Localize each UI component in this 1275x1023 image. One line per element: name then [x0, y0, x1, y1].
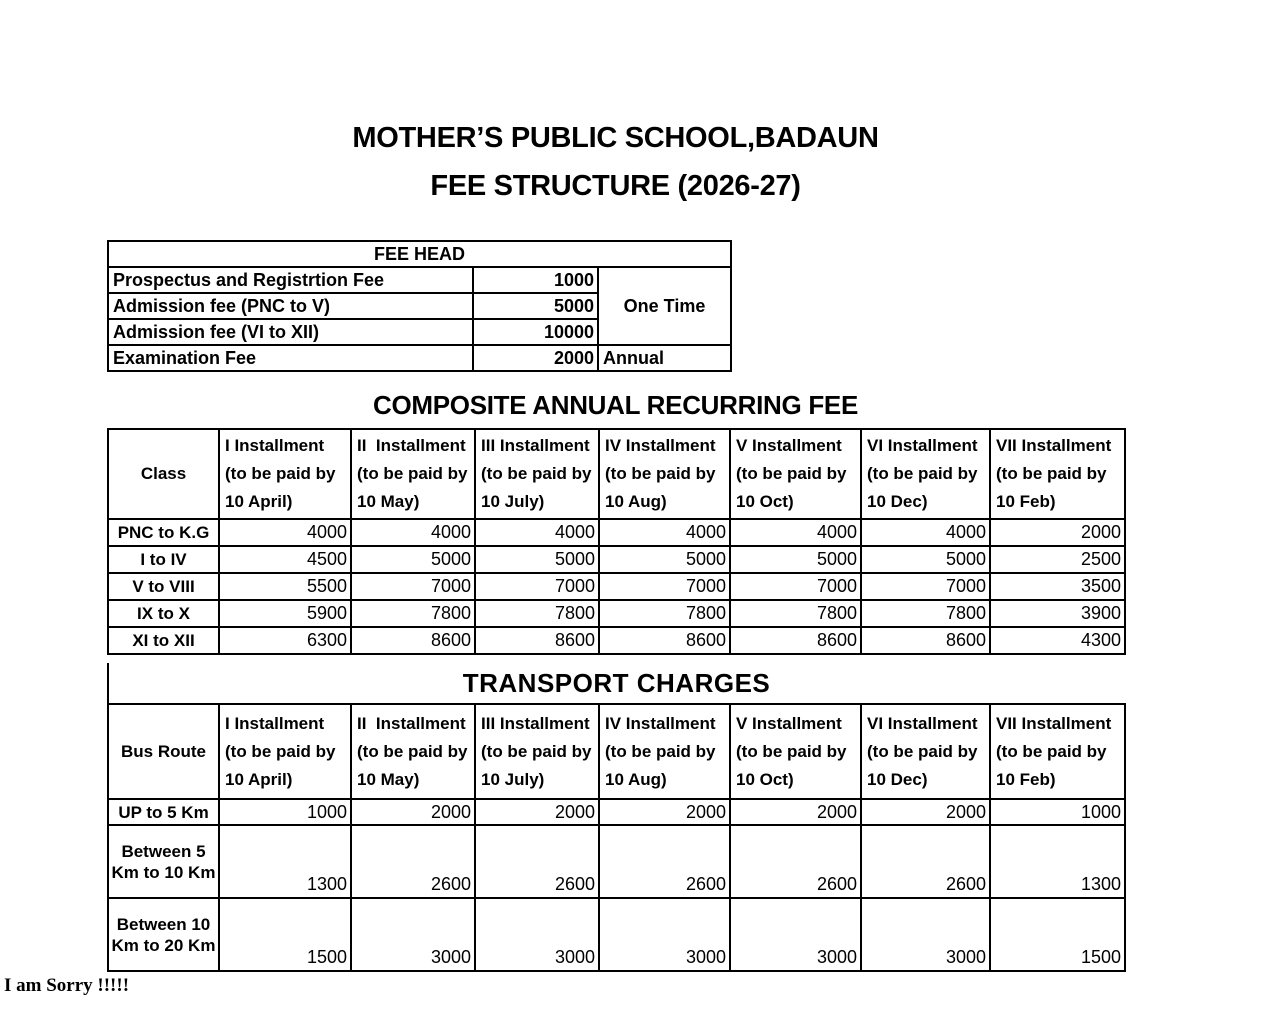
composite-fee-table: [107, 428, 1126, 655]
installment-label: VII Installment: [996, 713, 1112, 733]
header-row: [108, 429, 1125, 519]
fee-value: 2000: [990, 519, 1125, 546]
fee-name: Admission fee (VI to XII): [108, 319, 473, 345]
fee-value: 5000: [861, 546, 990, 573]
installment-label: IV Installment: [605, 713, 716, 733]
installment-header-5: [730, 429, 861, 519]
fee-value: 4000: [599, 519, 730, 546]
installment-due-date: (to be paid by 10 Oct): [736, 741, 852, 789]
fee-value: 5000: [599, 546, 730, 573]
fee-head-title: FEE HEAD: [108, 241, 731, 267]
fee-value: 7800: [730, 600, 861, 627]
fee-name: Examination Fee: [108, 345, 473, 371]
fee-value: 5000: [475, 546, 599, 573]
charge-value: 2000: [599, 799, 730, 825]
header-row: [108, 704, 1125, 799]
fee-value: 7000: [861, 573, 990, 600]
fee-value: 8600: [351, 627, 475, 654]
table-row: [108, 799, 1125, 825]
table-row: [108, 519, 1125, 546]
installment-due-date: (to be paid by 10 April): [225, 464, 341, 511]
fee-value: 5500: [219, 573, 351, 600]
installment-label: III Installment: [481, 713, 590, 733]
installment-header-3: [475, 704, 599, 799]
charge-value: 3000: [599, 898, 730, 971]
fee-value: 4000: [219, 519, 351, 546]
installment-label: II Installment: [357, 713, 466, 733]
table-row: [108, 600, 1125, 627]
document-title: FEE STRUCTURE (2026-27): [430, 170, 801, 202]
installment-due-date: (to be paid by 10 July): [481, 464, 597, 511]
fee-value: 4000: [730, 519, 861, 546]
table-row: [108, 546, 1125, 573]
charge-value: 2000: [351, 799, 475, 825]
table-row: [108, 267, 731, 293]
charge-value: 1000: [219, 799, 351, 825]
table-row: [108, 573, 1125, 600]
class-label: V to VIII: [108, 573, 219, 600]
fee-value: 4000: [861, 519, 990, 546]
installment-header-6: [861, 429, 990, 519]
fee-value: 7000: [475, 573, 599, 600]
installment-label: VI Installment: [867, 713, 978, 733]
table-row: [108, 825, 1125, 898]
fee-head-table: [107, 240, 732, 372]
charge-value: 2000: [861, 799, 990, 825]
installment-header-4: [599, 429, 730, 519]
fee-name: Prospectus and Registrtion Fee: [108, 267, 473, 293]
class-label: I to IV: [108, 546, 219, 573]
route-label: Between 5 Km to 10 Km: [108, 825, 219, 898]
installment-due-date: (to be paid by 10 Dec): [867, 741, 983, 789]
charge-value: 3000: [475, 898, 599, 971]
charge-value: 1300: [990, 825, 1125, 898]
charge-value: 2600: [475, 825, 599, 898]
class-label: IX to X: [108, 600, 219, 627]
installment-header-2: [351, 704, 475, 799]
fee-value: 4500: [219, 546, 351, 573]
fee-value: 5000: [730, 546, 861, 573]
charge-value: 1000: [990, 799, 1125, 825]
fee-value: 3900: [990, 600, 1125, 627]
composite-fee-title: COMPOSITE ANNUAL RECURRING FEE: [372, 390, 859, 420]
fee-value: 8600: [730, 627, 861, 654]
installment-header-7: [990, 704, 1125, 799]
installment-header-1: [219, 429, 351, 519]
charge-value: 3000: [861, 898, 990, 971]
installment-label: II Installment: [357, 436, 466, 455]
table-row: [108, 627, 1125, 654]
installment-label: V Installment: [736, 436, 842, 455]
charge-value: 1500: [219, 898, 351, 971]
charge-value: 3000: [351, 898, 475, 971]
fee-value: 4300: [990, 627, 1125, 654]
fee-period-one-time: One Time: [598, 267, 731, 345]
installment-header-2: [351, 429, 475, 519]
fee-value: 8600: [861, 627, 990, 654]
installment-label: V Installment: [736, 713, 842, 733]
table-row: [108, 898, 1125, 971]
class-label: XI to XII: [108, 627, 219, 654]
installment-header-4: [599, 704, 730, 799]
installment-label: IV Installment: [605, 436, 716, 455]
fee-value: 7800: [351, 600, 475, 627]
charge-value: 2000: [475, 799, 599, 825]
transport-charges-title: TRANSPORT CHARGES: [107, 663, 1124, 703]
charge-value: 2600: [730, 825, 861, 898]
fee-value: 8600: [599, 627, 730, 654]
charge-value: 1500: [990, 898, 1125, 971]
installment-label: VI Installment: [867, 436, 978, 455]
installment-label: I Installment: [225, 713, 325, 733]
installment-due-date: (to be paid by 10 Aug): [605, 741, 721, 789]
installment-due-date: (to be paid by 10 July): [481, 741, 597, 789]
installment-due-date: (to be paid by 10 Oct): [736, 464, 852, 511]
school-title: MOTHER’S PUBLIC SCHOOL,BADAUN: [352, 122, 879, 154]
fee-head-header-row: [108, 241, 731, 267]
fee-value: 4000: [475, 519, 599, 546]
installment-due-date: (to be paid by 10 April): [225, 741, 341, 789]
installment-label: I Installment: [225, 436, 325, 455]
installment-header-7: [990, 429, 1125, 519]
installment-header-1: [219, 704, 351, 799]
installment-header-3: [475, 429, 599, 519]
fee-value: 8600: [475, 627, 599, 654]
fee-value: 5000: [351, 546, 475, 573]
fee-value: 4000: [351, 519, 475, 546]
installment-label: III Installment: [481, 436, 590, 455]
transport-charges-table: [107, 703, 1126, 972]
fee-amount: 1000: [473, 267, 598, 293]
fee-amount: 2000: [473, 345, 598, 371]
route-label: Between 10 Km to 20 Km: [108, 898, 219, 971]
installment-due-date: (to be paid by 10 May): [357, 464, 473, 511]
fee-value: 3500: [990, 573, 1125, 600]
class-column-header: Class: [108, 429, 219, 519]
fee-value: 7800: [861, 600, 990, 627]
charge-value: 2600: [351, 825, 475, 898]
installment-header-6: [861, 704, 990, 799]
fee-value: 2500: [990, 546, 1125, 573]
charge-value: 3000: [730, 898, 861, 971]
fee-amount: 5000: [473, 293, 598, 319]
apology-note: I am Sorry !!!!!: [4, 975, 130, 996]
installment-label: VII Installment: [996, 436, 1112, 455]
fee-value: 7800: [475, 600, 599, 627]
bus-route-column-header: Bus Route: [108, 704, 219, 799]
charge-value: 2600: [861, 825, 990, 898]
table-row: [108, 345, 731, 371]
fee-value: 5900: [219, 600, 351, 627]
installment-due-date: (to be paid by 10 May): [357, 741, 473, 789]
fee-value: 7000: [351, 573, 475, 600]
fee-value: 7800: [599, 600, 730, 627]
installment-due-date: (to be paid by 10 Feb): [996, 741, 1112, 789]
charge-value: 2000: [730, 799, 861, 825]
fee-value: 7000: [599, 573, 730, 600]
installment-header-5: [730, 704, 861, 799]
installment-due-date: (to be paid by 10 Feb): [996, 464, 1112, 511]
charge-value: 1300: [219, 825, 351, 898]
fee-value: 6300: [219, 627, 351, 654]
charge-value: 2600: [599, 825, 730, 898]
fee-amount: 10000: [473, 319, 598, 345]
installment-due-date: (to be paid by 10 Dec): [867, 464, 983, 511]
installment-due-date: (to be paid by 10 Aug): [605, 464, 721, 511]
fee-period-annual: Annual: [598, 345, 731, 371]
route-label: UP to 5 Km: [108, 799, 219, 825]
fee-name: Admission fee (PNC to V): [108, 293, 473, 319]
class-label: PNC to K.G: [108, 519, 219, 546]
fee-value: 7000: [730, 573, 861, 600]
